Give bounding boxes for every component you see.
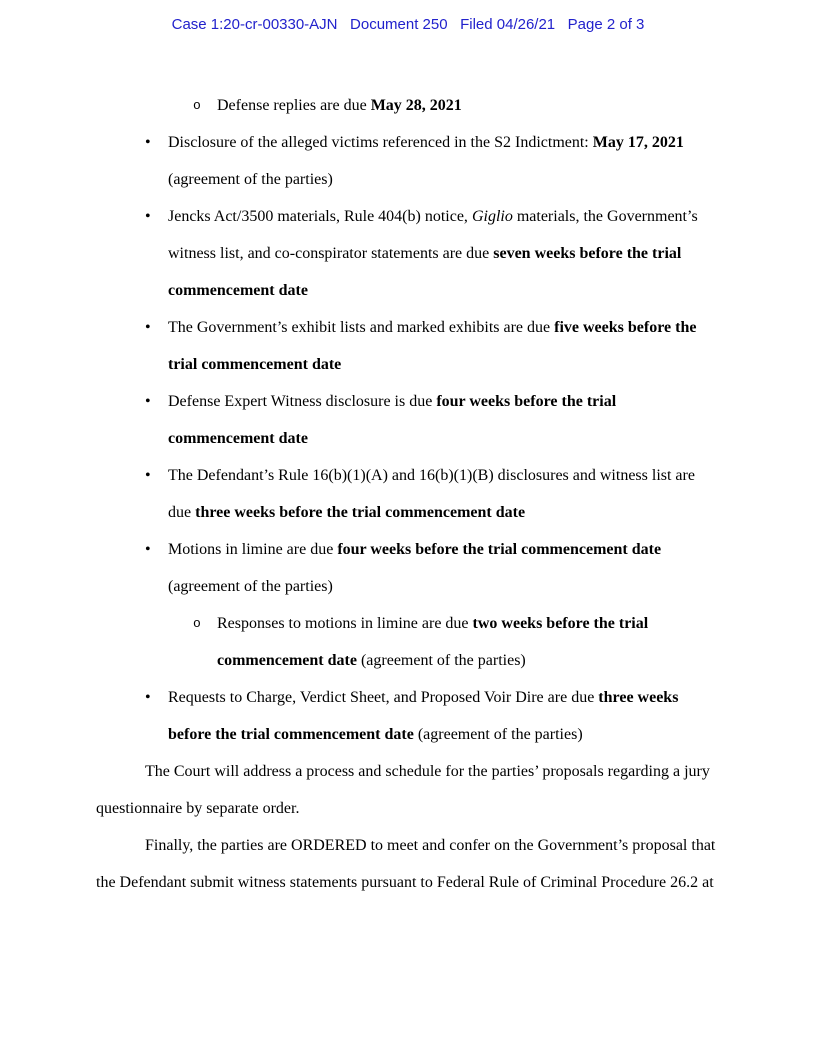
bold-text: three weeks before the trial commencement date [195, 504, 526, 521]
body-text: (agreement of the parties) [413, 726, 583, 743]
body-text: Finally, the parties are ORDERED to meet and confer on the Government’s proposal that the Defendant submit witness statements pursuant to Federal Rule of Criminal Procedure 26.2 at [96, 837, 716, 891]
sub-bullet-item [96, 605, 720, 679]
body-text: The Government’s exhibit lists and marked exhibits are due [168, 319, 555, 336]
bullet-item [96, 124, 720, 198]
bullet-item [96, 679, 720, 753]
bullet-marker: • [145, 393, 151, 410]
bullet-marker: • [145, 134, 151, 151]
body-text: Requests to Charge, Verdict Sheet, and Proposed Voir Dire are due [168, 689, 599, 706]
paragraph [96, 827, 720, 901]
body-text: The Court will address a process and schedule for the parties’ proposals regarding a jury questionnaire by separate order. [96, 763, 710, 817]
paragraph [96, 753, 720, 827]
bullet-item [96, 383, 720, 457]
italic-text: Giglio [471, 208, 513, 225]
bullet-marker: • [145, 467, 151, 484]
bold-text: May 28, 2021 [370, 97, 462, 114]
bold-text: two weeks before the trial commencement date [217, 615, 649, 669]
body-text: (agreement of the parties) [168, 171, 333, 188]
sub-bullet-marker: o [193, 616, 201, 631]
body-text: The Defendant’s Rule 16(b)(1)(A) and 16(b)(1)(B) disclosures and witness list are due [168, 467, 695, 521]
bullet-item [96, 457, 720, 531]
bold-text: seven weeks before the trial commencement date [168, 245, 682, 299]
document-body [96, 87, 720, 901]
bold-text: five weeks before the trial commencement date [168, 319, 697, 373]
bullet-marker: • [145, 208, 151, 225]
bullet-marker: • [145, 689, 151, 706]
bold-text: May 17, 2021 [592, 134, 684, 151]
body-text: Disclosure of the alleged victims referenced in the S2 Indictment: [168, 134, 593, 151]
bold-text: four weeks before the trial commencement date [337, 541, 662, 558]
bullet-marker: • [145, 541, 151, 558]
bullet-item [96, 309, 720, 383]
body-text: Defense replies are due [217, 97, 371, 114]
sub-bullet-marker: o [193, 98, 201, 113]
body-text: Jencks Act/3500 materials, Rule 404(b) notice, [168, 208, 472, 225]
bold-text: three weeks before the trial commencement date [168, 689, 679, 743]
body-text: Motions in limine are due [168, 541, 338, 558]
body-text: materials, the Government’s witness list, and co-conspirator statements are due [168, 208, 698, 262]
body-text: Defense Expert Witness disclosure is due [168, 393, 437, 410]
bullet-item [96, 198, 720, 309]
bullet-marker: • [145, 319, 151, 336]
body-text: (agreement of the parties) [168, 578, 333, 595]
body-text: (agreement of the parties) [356, 652, 526, 669]
body-text: Responses to motions in limine are due [217, 615, 473, 632]
bold-text: four weeks before the trial commencement date [168, 393, 617, 447]
sub-bullet-item [96, 87, 720, 124]
case-stamp: Case 1:20-cr-00330-AJN Document 250 Filed 04/26/21 Page 2 of 3 [171, 16, 645, 33]
bullet-item [96, 531, 720, 605]
